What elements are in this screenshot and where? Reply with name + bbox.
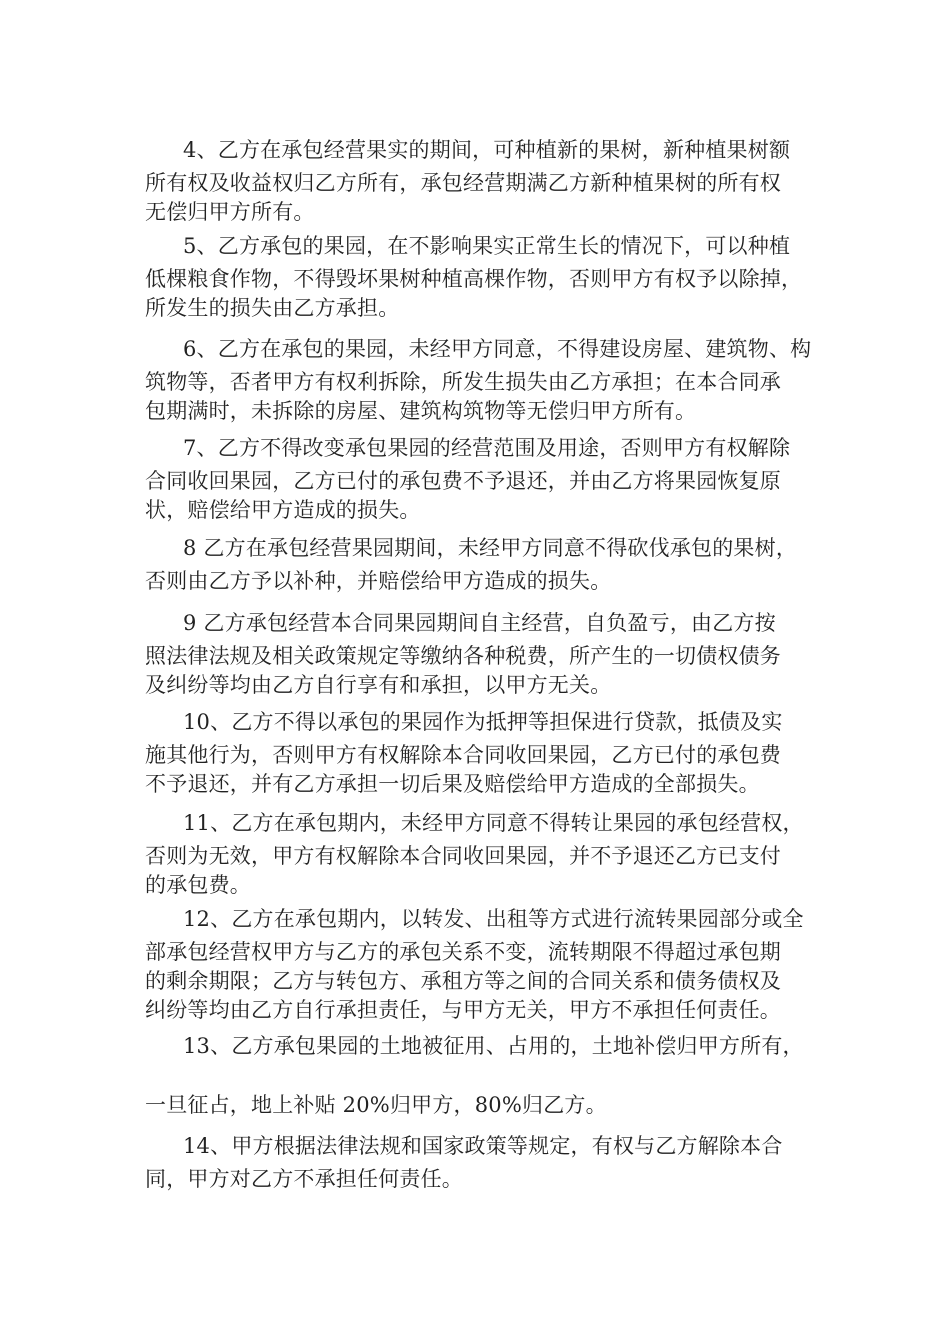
paragraph-line: 筑物等，否者甲方有权利拆除，所发生损失由乙方承担；在本合同承 (145, 370, 781, 394)
clause-12 (145, 905, 815, 1025)
paragraph-line: 的剩余期限；乙方与转包方、承租方等之间的合同关系和债务债权及 (145, 969, 781, 993)
paragraph-line: 6、乙方在承包的果园，未经甲方同意，不得建设房屋、建筑物、构 (183, 337, 812, 361)
clause-4 (145, 136, 815, 227)
paragraph-line: 无偿归甲方所有。 (145, 200, 315, 224)
paragraph-line: 状，赔偿给甲方造成的损失。 (145, 498, 421, 522)
paragraph-line: 所有权及收益权归乙方所有，承包经营期满乙方新种植果树的所有权 (145, 171, 781, 195)
paragraph-line: 照法律法规及相关政策规定等缴纳各种税费，所产生的一切债权债务 (145, 644, 781, 668)
paragraph-line: 部承包经营权甲方与乙方的承包关系不变，流转期限不得超过承包期 (145, 940, 781, 964)
clause-13 (145, 1032, 815, 1120)
paragraph-line: 10、乙方不得以承包的果园作为抵押等担保进行贷款，抵债及实 (183, 710, 783, 734)
clause-10 (145, 708, 815, 799)
clause-11 (145, 809, 815, 900)
paragraph-line: 纠纷等均由乙方自行承担责任，与甲方无关，甲方不承担任何责任。 (145, 998, 781, 1022)
paragraph-line: 12、乙方在承包期内，以转发、出租等方式进行流转果园部分或全 (183, 907, 804, 931)
paragraph-line: 否则为无效，甲方有权解除本合同收回果园，并不予退还乙方已支付 (145, 844, 781, 868)
clause-7 (145, 434, 815, 525)
clause-6 (145, 335, 815, 426)
paragraph-line: 8 乙方在承包经营果园期间，未经甲方同意不得砍伐承包的果树， (183, 536, 798, 560)
paragraph-line: 9 乙方承包经营本合同果园期间自主经营，自负盈亏，由乙方按 (183, 611, 776, 635)
paragraph-line: 14、甲方根据法律法规和国家政策等规定，有权与乙方解除本合 (183, 1134, 783, 1158)
paragraph-line: 所发生的损失由乙方承担。 (145, 296, 400, 320)
paragraph-line: 合同收回果园，乙方已付的承包费不予退还，并由乙方将果园恢复原 (145, 469, 781, 493)
paragraph-line: 同，甲方对乙方不承担任何责任。 (145, 1167, 463, 1191)
paragraph-line: 7、乙方不得改变承包果园的经营范围及用途，否则甲方有权解除 (183, 436, 791, 460)
paragraph-line: 4、乙方在承包经营果实的期间，可种植新的果树，新种植果树额 (183, 138, 791, 162)
clause-14 (145, 1132, 815, 1194)
clause-8 (145, 534, 815, 596)
paragraph-line: 5、乙方承包的果园，在不影响果实正常生长的情况下，可以种植 (183, 234, 791, 258)
paragraph-line: 不予退还，并有乙方承担一切后果及赔偿给甲方造成的全部损失。 (145, 772, 760, 796)
paragraph-line: 包期满时，未拆除的房屋、建筑构筑物等无偿归甲方所有。 (145, 399, 697, 423)
paragraph-line: 一旦征占，地上补贴 20%归甲方，80%归乙方。 (145, 1093, 607, 1117)
paragraph-line: 11、乙方在承包期内，未经甲方同意不得转让果园的承包经营权， (183, 811, 804, 835)
paragraph-line: 13、乙方承包果园的土地被征用、占用的，土地补偿归甲方所有， (183, 1034, 804, 1058)
clause-9 (145, 609, 815, 700)
paragraph-line: 否则由乙方予以补种，并赔偿给甲方造成的损失。 (145, 569, 612, 593)
paragraph-line: 的承包费。 (145, 873, 251, 897)
paragraph-line: 施其他行为，否则甲方有权解除本合同收回果园，乙方已付的承包费 (145, 743, 781, 767)
clause-5 (145, 232, 815, 323)
paragraph-line: 低棵粮食作物，不得毁坏果树种植高棵作物，否则甲方有权予以除掉， (145, 267, 803, 291)
paragraph-line: 及纠纷等均由乙方自行享有和承担，以甲方无关。 (145, 673, 612, 697)
